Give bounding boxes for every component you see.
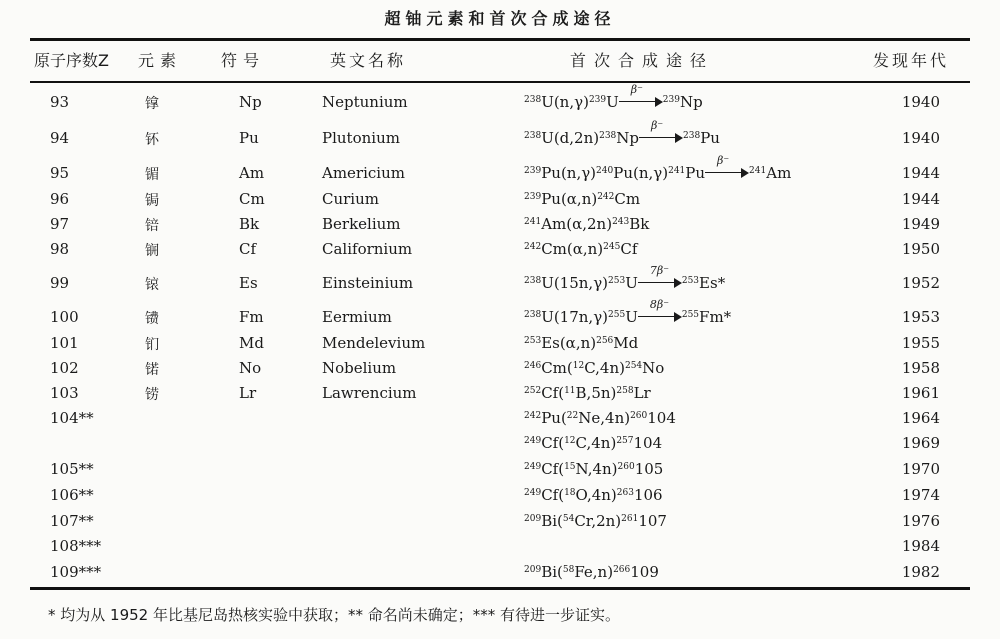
cell-synthesis-route <box>524 563 659 581</box>
cell-atomic-number: 102 <box>50 359 79 377</box>
cell-synthesis-route <box>524 334 638 352</box>
mass-number: 249 <box>524 462 542 472</box>
decay-label: β⁻ <box>651 119 664 132</box>
route-text: Fm* <box>699 308 732 326</box>
mass-number: 238 <box>524 95 542 105</box>
route-text: Cf( <box>541 460 565 478</box>
route-text: Cf( <box>541 486 565 504</box>
route-text: U(17n,γ) <box>541 308 609 326</box>
cell-synthesis-route <box>524 434 662 452</box>
route-text: U <box>625 308 638 326</box>
mass-number: 15 <box>564 462 576 472</box>
route-text: Pu( <box>541 409 567 427</box>
mass-number: 241 <box>668 166 686 176</box>
cell-english-name: Einsteinium <box>322 274 414 292</box>
mass-number: 12 <box>572 361 585 371</box>
route-text: U(15n,γ) <box>541 274 609 292</box>
cell-synthesis-route <box>524 190 640 208</box>
mass-number: 253 <box>524 336 542 346</box>
cell-english-name: Americium <box>322 164 405 182</box>
mass-number: 241 <box>524 217 542 227</box>
cell-discovery-year: 1944 <box>901 164 940 182</box>
route-text: Pu(n,γ) <box>613 164 669 182</box>
cell-synthesis-route <box>524 409 676 427</box>
mass-number: 238 <box>524 131 542 141</box>
route-text: B,5n) <box>575 384 617 402</box>
mass-number: 249 <box>524 488 542 498</box>
route-text: U(d,2n) <box>541 129 600 147</box>
cell-synthesis-route <box>524 240 637 258</box>
decay-arrow-icon <box>619 83 663 107</box>
cell-discovery-year: 1961 <box>901 384 940 402</box>
route-text: 106 <box>633 486 663 504</box>
cell-atomic-number: 108*** <box>50 537 102 555</box>
cell-atomic-number: 98 <box>50 240 70 258</box>
cell-element: 钔 <box>145 337 159 353</box>
cell-symbol: Fm <box>239 308 264 326</box>
mass-number: 238 <box>524 310 542 320</box>
cell-atomic-number: 96 <box>50 190 70 208</box>
cell-discovery-year: 1952 <box>901 274 940 292</box>
mass-number: 54 <box>562 514 575 524</box>
mass-number: 253 <box>681 276 700 286</box>
route-text: Es* <box>699 274 726 292</box>
route-text: 109 <box>630 563 659 581</box>
route-text: 104 <box>647 409 676 427</box>
route-text: No <box>642 359 665 377</box>
decay-label: 7β⁻ <box>649 264 670 277</box>
cell-synthesis-route <box>524 154 792 182</box>
cell-element: 镅 <box>145 167 159 183</box>
mass-number: 209 <box>524 565 542 575</box>
route-text: Cf <box>620 240 638 258</box>
mass-number: 209 <box>524 514 542 524</box>
mass-number: 246 <box>524 361 542 371</box>
cell-discovery-year: 1974 <box>901 486 940 504</box>
route-text: Am(α,2n) <box>541 215 613 233</box>
mass-number: 258 <box>616 386 634 396</box>
table-header <box>0 48 1000 74</box>
cell-english-name: Neptunium <box>322 93 408 111</box>
cell-discovery-year: 1964 <box>901 409 940 427</box>
cell-english-name: Plutonium <box>322 129 400 147</box>
cell-element: 锘 <box>145 362 159 378</box>
route-text: C,4n) <box>584 359 625 377</box>
route-text: Cm( <box>541 359 573 377</box>
header-atomic-number: 原子序数Z <box>34 51 109 70</box>
mass-number: 260 <box>617 462 635 472</box>
cell-synthesis-route <box>524 264 726 292</box>
header-synthesis-route: 首次合成途径 <box>570 51 715 70</box>
route-text: 104 <box>633 434 663 452</box>
cell-atomic-number: 95 <box>50 164 70 182</box>
cell-english-name: Nobelium <box>322 359 397 377</box>
route-text: Bi( <box>541 512 563 530</box>
mass-number: 242 <box>524 242 542 252</box>
cell-discovery-year: 1976 <box>901 512 940 530</box>
cell-atomic-number: 93 <box>50 93 70 111</box>
cell-element: 钚 <box>145 132 159 148</box>
mass-number: 239 <box>524 192 542 202</box>
cell-english-name: Berkelium <box>322 215 401 233</box>
decay-arrow-icon <box>638 264 682 288</box>
mass-number: 266 <box>613 565 631 575</box>
route-text: Np <box>616 129 640 147</box>
mass-number: 254 <box>624 361 643 371</box>
mass-number: 245 <box>603 242 621 252</box>
route-text: U <box>625 274 638 292</box>
route-text: O,4n) <box>575 486 617 504</box>
mass-number: 243 <box>612 217 630 227</box>
cell-atomic-number: 109*** <box>50 563 102 581</box>
mass-number: 22 <box>566 411 579 421</box>
mass-number: 12 <box>564 436 576 446</box>
cell-english-name: Mendelevium <box>322 334 426 352</box>
mass-number: 260 <box>630 411 648 421</box>
cell-synthesis-route <box>524 298 732 326</box>
route-text: Cf( <box>541 384 565 402</box>
footnote: * 均为从 1952 年比基尼岛热核实验中获取；** 命名尚未确定；*** 有待进一步证实。 <box>48 606 621 624</box>
cell-atomic-number: 94 <box>50 129 70 147</box>
route-text: 107 <box>638 512 667 530</box>
cell-discovery-year: 1953 <box>901 308 940 326</box>
mass-number: 58 <box>562 565 575 575</box>
mass-number: 11 <box>564 386 576 396</box>
cell-element: 镎 <box>145 96 159 112</box>
cell-discovery-year: 1970 <box>901 460 940 478</box>
route-text: U(n,γ) <box>541 93 589 111</box>
route-text: Ne,4n) <box>578 409 631 427</box>
cell-english-name: Eermium <box>322 308 392 326</box>
cell-symbol: Pu <box>239 129 259 147</box>
cell-element: 镄 <box>145 311 159 327</box>
route-text: Md <box>613 334 639 352</box>
cell-atomic-number: 101 <box>50 334 79 352</box>
mass-number: 261 <box>621 514 639 524</box>
mass-number: 239 <box>662 95 680 105</box>
cell-synthesis-route <box>524 512 667 530</box>
table-title: 超铀元素和首次合成途径 <box>384 9 616 28</box>
cell-atomic-number: 105** <box>50 460 94 478</box>
mass-number: 249 <box>524 436 542 446</box>
cell-element: 锔 <box>145 193 159 209</box>
route-text: Pu <box>700 129 720 147</box>
cell-discovery-year: 1958 <box>901 359 940 377</box>
cell-symbol: Md <box>239 334 264 352</box>
cell-english-name: Californium <box>322 240 413 258</box>
cell-symbol: No <box>239 359 262 377</box>
cell-discovery-year: 1950 <box>901 240 940 258</box>
cell-symbol: Np <box>239 93 262 111</box>
route-text: Pu(n,γ) <box>541 164 597 182</box>
mass-number: 239 <box>588 95 607 105</box>
cell-element: 铹 <box>145 387 159 403</box>
route-text: Es(α,n) <box>541 334 597 352</box>
mass-number: 257 <box>616 436 634 446</box>
header-symbol: 符号 <box>221 51 266 70</box>
cell-synthesis-route <box>524 486 663 504</box>
decay-arrow-icon <box>705 154 749 178</box>
bottom-rule <box>30 587 970 590</box>
decay-arrow-icon <box>639 119 683 143</box>
mass-number: 18 <box>564 488 576 498</box>
cell-atomic-number: 97 <box>50 215 70 233</box>
decay-label: β⁻ <box>630 83 643 96</box>
mass-number: 238 <box>683 131 701 141</box>
mass-number: 238 <box>524 276 542 286</box>
mass-number: 242 <box>597 192 615 202</box>
decay-label: β⁻ <box>717 154 730 167</box>
route-text: 105 <box>634 460 664 478</box>
route-text: Pu(α,n) <box>541 190 598 208</box>
mass-number: 253 <box>608 276 626 286</box>
mass-number: 252 <box>524 386 542 396</box>
cell-english-name: Curium <box>322 190 379 208</box>
cell-element: 锎 <box>145 243 159 259</box>
route-text: Bi( <box>541 563 563 581</box>
route-text: C,4n) <box>575 434 617 452</box>
cell-symbol: Es <box>239 274 258 292</box>
cell-discovery-year: 1940 <box>901 93 940 111</box>
route-text: Bk <box>629 215 650 233</box>
mass-number: 256 <box>596 336 614 346</box>
decay-label: 8β⁻ <box>649 298 670 311</box>
route-text: Am <box>766 164 792 182</box>
mass-number: 242 <box>524 411 542 421</box>
route-text: N,4n) <box>575 460 618 478</box>
cell-atomic-number: 99 <box>50 274 70 292</box>
route-text: Cr,2n) <box>574 512 622 530</box>
cell-discovery-year: 1984 <box>901 537 940 555</box>
cell-symbol: Cm <box>239 190 265 208</box>
mass-number: 255 <box>608 310 626 320</box>
cell-discovery-year: 1955 <box>901 334 940 352</box>
cell-atomic-number: 106** <box>50 486 94 504</box>
header-discovery-year: 发现年代 <box>873 51 950 70</box>
cell-symbol: Lr <box>239 384 257 402</box>
cell-synthesis-route <box>524 384 651 402</box>
cell-symbol: Cf <box>239 240 257 258</box>
cell-discovery-year: 1969 <box>901 434 940 452</box>
mass-number: 241 <box>749 166 767 176</box>
cell-discovery-year: 1940 <box>901 129 940 147</box>
decay-arrow-icon <box>638 298 682 322</box>
cell-synthesis-route <box>524 83 703 111</box>
mass-number: 255 <box>681 310 700 320</box>
cell-english-name: Lawrencium <box>322 384 417 402</box>
route-text: Cm(α,n) <box>541 240 604 258</box>
cell-synthesis-route <box>524 119 720 147</box>
cell-element: 锿 <box>145 277 159 293</box>
route-text: Np <box>679 93 703 111</box>
cell-synthesis-route <box>524 359 664 377</box>
cell-atomic-number: 107** <box>50 512 94 530</box>
header-rule <box>30 81 970 83</box>
route-text: Fe,n) <box>574 563 614 581</box>
route-text: Cm <box>614 190 641 208</box>
cell-synthesis-route <box>524 460 663 478</box>
cell-symbol: Bk <box>239 215 260 233</box>
cell-discovery-year: 1944 <box>901 190 940 208</box>
cell-discovery-year: 1949 <box>901 215 940 233</box>
cell-discovery-year: 1982 <box>901 563 940 581</box>
header-english-name: 英文名称 <box>330 51 407 70</box>
header-element: 元素 <box>138 51 183 70</box>
mass-number: 240 <box>596 166 614 176</box>
cell-element: 锫 <box>145 218 159 234</box>
route-text: U <box>606 93 619 111</box>
cell-symbol: Am <box>239 164 265 182</box>
route-text: Lr <box>633 384 651 402</box>
mass-number: 263 <box>616 488 634 498</box>
cell-atomic-number: 104** <box>50 409 94 427</box>
mass-number: 239 <box>524 166 542 176</box>
cell-atomic-number: 103 <box>50 384 79 402</box>
cell-atomic-number: 100 <box>50 308 79 326</box>
cell-synthesis-route <box>524 215 649 233</box>
route-text: Pu <box>685 164 706 182</box>
route-text: Cf( <box>541 434 565 452</box>
mass-number: 238 <box>599 131 617 141</box>
top-rule <box>30 38 970 41</box>
